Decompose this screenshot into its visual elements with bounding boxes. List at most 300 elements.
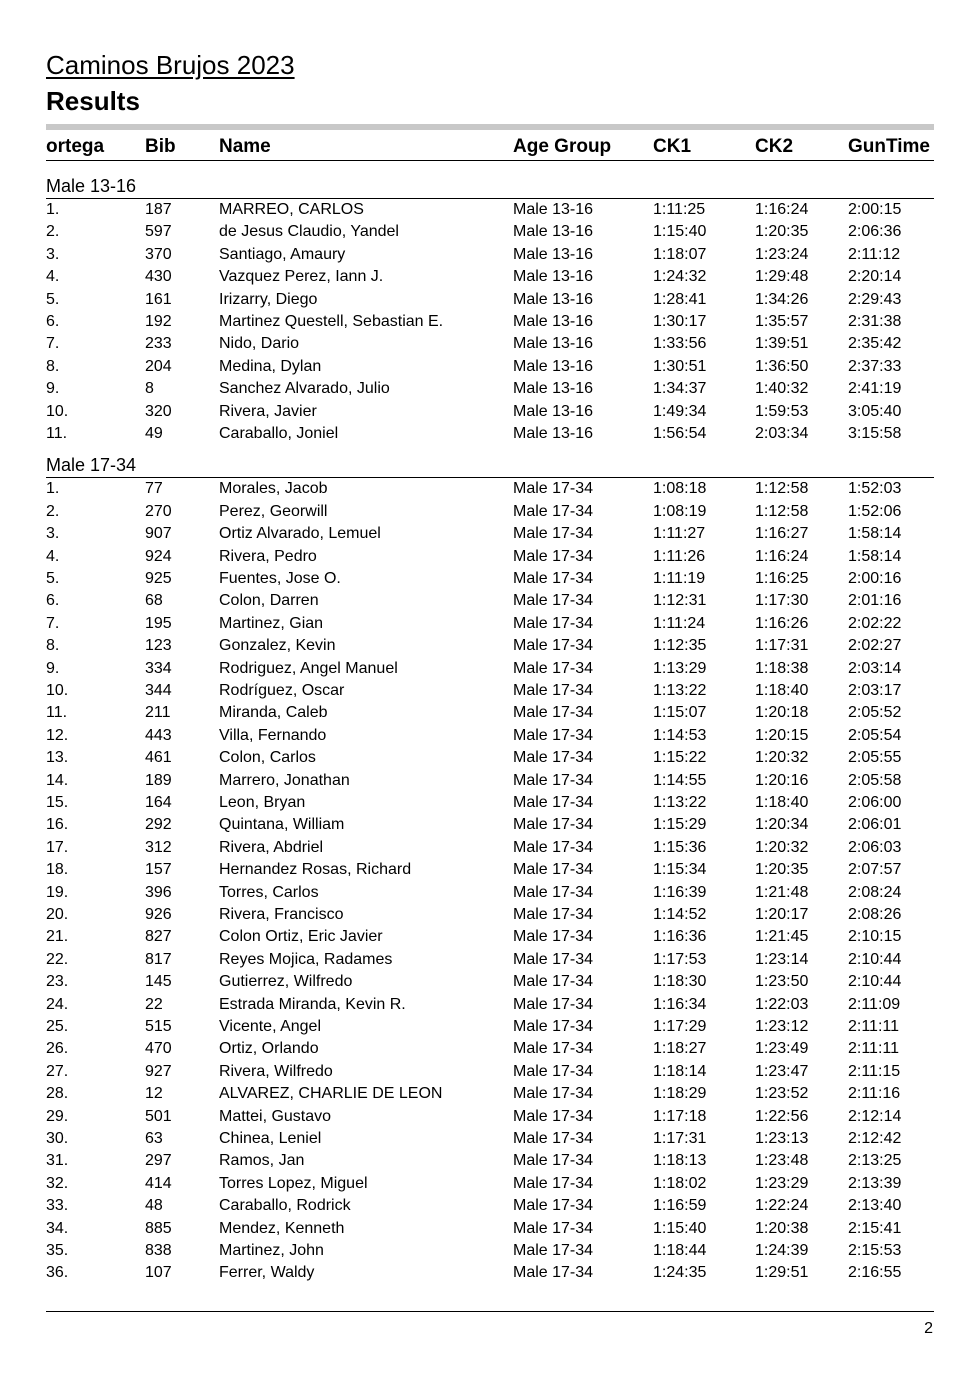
cell-name: Ferrer, Waldy	[219, 1264, 315, 1282]
cell-bib: 195	[145, 614, 172, 632]
table-row	[46, 702, 934, 724]
cell-ck1: 1:24:32	[653, 268, 707, 286]
cell-age-group: Male 17-34	[513, 547, 594, 565]
cell-age-group: Male 17-34	[513, 614, 594, 632]
cell-place: 15.	[46, 794, 69, 811]
cell-age-group: Male 17-34	[513, 1174, 594, 1192]
cell-ck2: 1:17:30	[755, 592, 809, 610]
cell-guntime: 2:01:16	[848, 592, 902, 610]
table-row	[46, 401, 934, 423]
cell-ck2: 1:20:35	[755, 223, 809, 241]
table-row	[46, 837, 934, 859]
cell-name: ALVAREZ, CHARLIE DE LEON	[219, 1085, 443, 1103]
cell-bib: 68	[145, 592, 163, 610]
cell-bib: 145	[145, 973, 172, 991]
table-row	[46, 1173, 934, 1195]
cell-name: Villa, Fernando	[219, 726, 327, 744]
cell-ck2: 1:20:15	[755, 726, 809, 744]
document-subtitle: Results	[46, 86, 140, 116]
cell-place: 5.	[46, 290, 60, 308]
cell-guntime: 2:06:03	[848, 838, 902, 856]
cell-ck2: 1:23:50	[755, 973, 809, 991]
cell-bib: 926	[145, 906, 172, 923]
table-row	[46, 423, 934, 445]
cell-guntime: 2:12:42	[848, 1130, 902, 1147]
cell-name: Mendez, Kenneth	[219, 1219, 345, 1237]
cell-age-group: Male 17-34	[513, 502, 594, 520]
cell-place: 13.	[46, 749, 69, 767]
cell-bib: 204	[145, 357, 172, 375]
table-row	[46, 725, 934, 747]
cell-guntime: 2:06:01	[848, 816, 902, 834]
table-row	[46, 289, 934, 311]
cell-guntime: 2:08:24	[848, 883, 902, 901]
table-row	[46, 949, 934, 971]
cell-ck2: 1:29:51	[755, 1264, 809, 1282]
cell-ck2: 1:23:24	[755, 245, 809, 263]
cell-bib: 320	[145, 402, 172, 420]
cell-name: Martinez Questell, Sebastian E.	[219, 313, 444, 330]
cell-age-group: Male 13-16	[513, 380, 594, 398]
cell-place: 6.	[46, 313, 60, 330]
cell-place: 24.	[46, 995, 69, 1013]
cell-age-group: Male 13-16	[513, 402, 594, 420]
cell-ck1: 1:11:25	[653, 201, 706, 218]
cell-bib: 414	[145, 1174, 172, 1192]
cell-guntime: 2:05:58	[848, 771, 902, 789]
cell-age-group: Male 17-34	[513, 771, 594, 789]
cell-ck1: 1:14:53	[653, 726, 707, 744]
cell-name: Ortiz Alvarado, Lemuel	[219, 525, 381, 543]
cell-ck1: 1:18:44	[653, 1242, 707, 1259]
table-row	[46, 590, 934, 612]
header-divider-bar	[46, 124, 934, 130]
cell-ck1: 1:28:41	[653, 290, 707, 308]
cell-bib: 12	[145, 1085, 163, 1103]
cell-age-group: Male 17-34	[513, 1040, 594, 1058]
table-row	[46, 546, 934, 568]
cell-place: 29.	[46, 1107, 69, 1125]
table-row	[46, 1061, 934, 1083]
cell-age-group: Male 17-34	[513, 861, 594, 879]
cell-ck1: 1:30:51	[653, 357, 707, 375]
cell-guntime: 2:13:39	[848, 1174, 902, 1192]
table-row	[46, 770, 934, 792]
cell-age-group: Male 17-34	[513, 704, 594, 722]
cell-place: 12.	[46, 726, 69, 744]
cell-bib: 396	[145, 883, 172, 901]
cell-ck1: 1:24:35	[653, 1264, 707, 1282]
cell-place: 25.	[46, 1018, 69, 1035]
cell-bib: 297	[145, 1152, 172, 1170]
cell-ck2: 1:16:26	[755, 614, 809, 632]
cell-ck2: 1:16:27	[755, 525, 809, 543]
table-row	[46, 1195, 934, 1217]
cell-name: Miranda, Caleb	[219, 704, 328, 722]
cell-bib: 270	[145, 502, 172, 520]
cell-ck1: 1:33:56	[653, 335, 707, 353]
cell-guntime: 2:07:57	[848, 861, 902, 879]
cell-name: Ramos, Jan	[219, 1152, 305, 1170]
table-row	[46, 971, 934, 993]
table-row	[46, 501, 934, 523]
cell-place: 34.	[46, 1219, 69, 1237]
cell-ck2: 1:20:32	[755, 838, 809, 856]
cell-ck1: 1:56:54	[653, 425, 707, 442]
section-title: Male 17-34	[46, 455, 137, 476]
cell-guntime: 2:08:26	[848, 906, 902, 923]
cell-ck2: 1:23:29	[755, 1174, 809, 1192]
cell-bib: 164	[145, 794, 172, 811]
cell-ck1: 1:17:18	[653, 1107, 707, 1125]
cell-bib: 233	[145, 335, 172, 353]
table-row	[46, 333, 934, 355]
cell-bib: 48	[145, 1197, 163, 1215]
cell-place: 7.	[46, 614, 60, 632]
cell-place: 4.	[46, 547, 60, 565]
table-row	[46, 1240, 934, 1262]
cell-age-group: Male 13-16	[513, 335, 594, 353]
cell-ck2: 1:24:39	[755, 1242, 809, 1259]
table-row	[46, 747, 934, 769]
cell-ck2: 1:12:58	[755, 480, 809, 498]
cell-ck2: 1:29:48	[755, 268, 809, 286]
cell-guntime: 2:41:19	[848, 380, 902, 398]
cell-age-group: Male 17-34	[513, 525, 594, 543]
table-row	[46, 378, 934, 400]
cell-bib: 501	[145, 1107, 172, 1125]
cell-name: Fuentes, Jose O.	[219, 570, 341, 587]
cell-ck1: 1:15:36	[653, 838, 707, 856]
cell-name: Caraballo, Rodrick	[219, 1197, 351, 1215]
cell-guntime: 2:37:33	[848, 357, 902, 375]
column-header-name: Name	[219, 136, 271, 157]
table-row	[46, 523, 934, 545]
table-row	[46, 658, 934, 680]
cell-name: Quintana, William	[219, 816, 345, 834]
cell-bib: 8	[145, 380, 154, 398]
cell-ck1: 1:15:07	[653, 704, 707, 722]
cell-ck1: 1:18:07	[653, 245, 707, 263]
cell-ck1: 1:11:27	[653, 525, 706, 543]
cell-name: Martinez, Gian	[219, 614, 324, 632]
cell-ck2: 1:21:48	[755, 883, 809, 901]
cell-age-group: Male 17-34	[513, 1062, 594, 1080]
document-title: Caminos Brujos 2023	[46, 50, 295, 80]
cell-ck2: 1:20:32	[755, 749, 809, 767]
cell-place: 3.	[46, 245, 60, 263]
cell-ck1: 1:17:31	[653, 1130, 707, 1147]
column-header-bib: Bib	[145, 136, 176, 157]
table-row	[46, 792, 934, 814]
cell-name: Nido, Dario	[219, 335, 300, 353]
cell-age-group: Male 17-34	[513, 973, 594, 991]
cell-ck1: 1:11:19	[653, 570, 706, 587]
cell-bib: 597	[145, 223, 172, 241]
cell-name: Rivera, Abdriel	[219, 838, 324, 856]
cell-ck2: 1:16:25	[755, 570, 809, 587]
cell-name: Rivera, Francisco	[219, 906, 344, 923]
cell-bib: 927	[145, 1062, 172, 1080]
cell-age-group: Male 13-16	[513, 268, 594, 286]
cell-age-group: Male 13-16	[513, 290, 594, 308]
cell-ck2: 1:22:03	[755, 995, 809, 1013]
table-row	[46, 1038, 934, 1060]
table-row	[46, 356, 934, 378]
section-title: Male 13-16	[46, 176, 137, 196]
cell-place: 11.	[46, 425, 68, 442]
table-row	[46, 244, 934, 266]
cell-name: Perez, Georwill	[219, 502, 328, 520]
cell-ck1: 1:15:34	[653, 861, 707, 879]
cell-ck1: 1:12:31	[653, 592, 707, 610]
table-row	[46, 1106, 934, 1128]
cell-guntime: 2:05:55	[848, 749, 902, 767]
cell-place: 30.	[46, 1130, 69, 1147]
cell-age-group: Male 17-34	[513, 816, 594, 834]
table-row	[46, 221, 934, 243]
cell-bib: 885	[145, 1219, 172, 1237]
cell-name: Rodríguez, Oscar	[219, 682, 345, 699]
cell-ck2: 1:20:16	[755, 771, 809, 789]
cell-ck2: 1:23:47	[755, 1062, 809, 1080]
cell-name: Estrada Miranda, Kevin R.	[219, 995, 406, 1013]
table-row	[46, 613, 934, 635]
cell-ck2: 1:21:45	[755, 928, 809, 946]
cell-age-group: Male 17-34	[513, 1264, 594, 1282]
cell-ck1: 1:18:29	[653, 1085, 707, 1103]
cell-ck2: 2:03:34	[755, 425, 809, 442]
cell-guntime: 2:16:55	[848, 1264, 902, 1282]
cell-ck2: 1:36:50	[755, 357, 809, 375]
cell-age-group: Male 17-34	[513, 995, 594, 1013]
cell-ck2: 1:20:34	[755, 816, 809, 834]
cell-age-group: Male 17-34	[513, 726, 594, 744]
cell-ck1: 1:14:52	[653, 906, 707, 923]
cell-ck1: 1:11:26	[653, 547, 706, 565]
cell-guntime: 2:35:42	[848, 335, 902, 353]
cell-age-group: Male 13-16	[513, 357, 594, 375]
cell-age-group: Male 13-16	[513, 313, 594, 330]
cell-guntime: 2:06:36	[848, 223, 902, 241]
cell-guntime: 2:12:14	[848, 1107, 902, 1125]
cell-name: Colon, Darren	[219, 592, 319, 610]
cell-place: 36.	[46, 1264, 69, 1282]
column-header-ck2: CK2	[755, 136, 794, 157]
cell-bib: 344	[145, 682, 172, 699]
cell-bib: 907	[145, 525, 172, 543]
cell-bib: 515	[145, 1018, 172, 1035]
cell-ck2: 1:16:24	[755, 547, 809, 565]
cell-ck2: 1:18:40	[755, 682, 809, 699]
cell-ck2: 1:23:12	[755, 1018, 809, 1035]
cell-ck1: 1:18:13	[653, 1152, 707, 1170]
cell-name: Rodriguez, Angel Manuel	[219, 659, 398, 677]
cell-guntime: 1:52:03	[848, 480, 902, 498]
cell-ck1: 1:13:29	[653, 659, 707, 677]
cell-guntime: 2:10:44	[848, 973, 902, 991]
table-row	[46, 1262, 934, 1284]
cell-name: Vazquez Perez, Iann J.	[219, 268, 384, 286]
column-header-place: ortega	[46, 136, 105, 157]
cell-ck2: 1:20:38	[755, 1219, 809, 1237]
cell-place: 1.	[46, 480, 60, 498]
cell-place: 14.	[46, 771, 69, 789]
cell-guntime: 1:52:06	[848, 502, 902, 520]
cell-bib: 192	[145, 313, 172, 330]
cell-guntime: 2:03:17	[848, 682, 902, 699]
cell-ck1: 1:18:02	[653, 1174, 707, 1192]
cell-age-group: Male 17-34	[513, 883, 594, 901]
table-row	[46, 926, 934, 948]
cell-name: Reyes Mojica, Radames	[219, 950, 393, 968]
cell-name: Mattei, Gustavo	[219, 1107, 332, 1125]
cell-place: 27.	[46, 1062, 69, 1080]
page-number: 2	[924, 1320, 933, 1337]
cell-bib: 161	[145, 290, 172, 308]
cell-ck2: 1:12:58	[755, 502, 809, 520]
cell-age-group: Male 17-34	[513, 1242, 594, 1259]
cell-place: 10.	[46, 402, 69, 420]
cell-place: 8.	[46, 637, 60, 655]
cell-guntime: 2:13:40	[848, 1197, 902, 1215]
cell-age-group: Male 17-34	[513, 682, 594, 699]
cell-ck1: 1:15:40	[653, 223, 707, 241]
cell-bib: 77	[145, 480, 163, 498]
cell-place: 26.	[46, 1040, 69, 1058]
cell-ck2: 1:23:48	[755, 1152, 809, 1170]
cell-ck2: 1:23:49	[755, 1040, 809, 1058]
cell-age-group: Male 17-34	[513, 950, 594, 968]
cell-name: Marrero, Jonathan	[219, 771, 350, 789]
cell-guntime: 1:58:14	[848, 525, 902, 543]
cell-bib: 312	[145, 838, 172, 856]
cell-ck2: 1:20:35	[755, 861, 809, 879]
cell-guntime: 2:11:12	[848, 245, 901, 263]
cell-bib: 292	[145, 816, 172, 834]
cell-age-group: Male 17-34	[513, 1152, 594, 1170]
column-header-guntime: GunTime	[848, 136, 930, 157]
cell-ck1: 1:30:17	[653, 313, 707, 330]
cell-bib: 461	[145, 749, 172, 767]
cell-guntime: 2:11:11	[848, 1018, 900, 1035]
cell-guntime: 2:10:15	[848, 928, 902, 946]
cell-ck2: 1:23:13	[755, 1130, 809, 1147]
cell-bib: 924	[145, 547, 172, 565]
cell-bib: 334	[145, 659, 172, 677]
cell-ck1: 1:14:55	[653, 771, 707, 789]
cell-bib: 187	[145, 201, 172, 218]
cell-age-group: Male 17-34	[513, 928, 594, 946]
cell-ck2: 1:18:40	[755, 794, 809, 811]
cell-place: 28.	[46, 1085, 69, 1103]
cell-bib: 838	[145, 1242, 172, 1259]
cell-ck2: 1:16:24	[755, 201, 809, 218]
cell-place: 11.	[46, 704, 68, 722]
cell-age-group: Male 13-16	[513, 245, 594, 263]
cell-guntime: 1:58:14	[848, 547, 902, 565]
table-row	[46, 1128, 934, 1150]
cell-bib: 63	[145, 1130, 163, 1147]
cell-ck2: 1:40:32	[755, 380, 809, 398]
table-row	[46, 478, 934, 500]
cell-name: Santiago, Amaury	[219, 245, 346, 263]
cell-name: Colon Ortiz, Eric Javier	[219, 928, 383, 946]
cell-bib: 123	[145, 637, 172, 655]
cell-name: Medina, Dylan	[219, 357, 322, 375]
cell-bib: 925	[145, 570, 172, 587]
cell-place: 18.	[46, 861, 69, 879]
cell-ck1: 1:18:30	[653, 973, 707, 991]
cell-guntime: 2:10:44	[848, 950, 902, 968]
cell-guntime: 2:20:14	[848, 268, 902, 286]
cell-age-group: Male 17-34	[513, 637, 594, 655]
cell-place: 8.	[46, 357, 60, 375]
cell-name: Chinea, Leniel	[219, 1130, 322, 1147]
cell-place: 1.	[46, 201, 60, 218]
cell-bib: 211	[145, 704, 171, 722]
cell-guntime: 2:05:54	[848, 726, 902, 744]
cell-age-group: Male 13-16	[513, 201, 594, 218]
cell-ck1: 1:34:37	[653, 380, 707, 398]
cell-guntime: 2:00:15	[848, 201, 902, 218]
cell-place: 35.	[46, 1242, 69, 1259]
cell-place: 33.	[46, 1197, 69, 1215]
cell-ck1: 1:13:22	[653, 682, 707, 699]
cell-name: Gonzalez, Kevin	[219, 637, 336, 655]
cell-place: 10.	[46, 682, 69, 699]
cell-guntime: 2:11:15	[848, 1062, 901, 1080]
cell-bib: 49	[145, 425, 163, 442]
cell-age-group: Male 13-16	[513, 223, 594, 241]
cell-place: 2.	[46, 223, 60, 241]
table-row	[46, 859, 934, 881]
cell-ck1: 1:13:22	[653, 794, 707, 811]
cell-guntime: 2:11:09	[848, 995, 901, 1013]
cell-name: Caraballo, Joniel	[219, 425, 339, 442]
cell-age-group: Male 17-34	[513, 794, 594, 811]
cell-ck2: 1:23:14	[755, 950, 809, 968]
cell-ck2: 1:20:18	[755, 704, 809, 722]
cell-place: 4.	[46, 268, 60, 286]
cell-name: Leon, Bryan	[219, 794, 306, 811]
cell-ck1: 1:15:29	[653, 816, 707, 834]
cell-age-group: Male 17-34	[513, 570, 594, 587]
cell-age-group: Male 13-16	[513, 425, 594, 442]
cell-name: Gutierrez, Wilfredo	[219, 973, 353, 991]
cell-guntime: 2:06:00	[848, 794, 902, 811]
cell-place: 23.	[46, 973, 69, 991]
cell-ck2: 1:59:53	[755, 402, 809, 420]
cell-name: Ortiz, Orlando	[219, 1040, 319, 1058]
cell-guntime: 3:15:58	[848, 425, 902, 442]
table-row	[46, 635, 934, 657]
cell-guntime: 2:11:16	[848, 1085, 901, 1103]
cell-bib: 470	[145, 1040, 172, 1058]
cell-ck1: 1:18:27	[653, 1040, 707, 1058]
cell-place: 21.	[46, 928, 69, 946]
cell-guntime: 2:00:16	[848, 570, 902, 587]
cell-bib: 827	[145, 928, 172, 946]
cell-guntime: 2:02:27	[848, 637, 902, 655]
cell-ck1: 1:49:34	[653, 402, 707, 420]
cell-place: 20.	[46, 906, 69, 923]
cell-ck1: 1:15:40	[653, 1219, 707, 1237]
cell-name: de Jesus Claudio, Yandel	[219, 223, 399, 241]
section-header	[46, 455, 934, 478]
cell-ck2: 1:20:17	[755, 906, 809, 923]
cell-name: Martinez, John	[219, 1242, 324, 1259]
